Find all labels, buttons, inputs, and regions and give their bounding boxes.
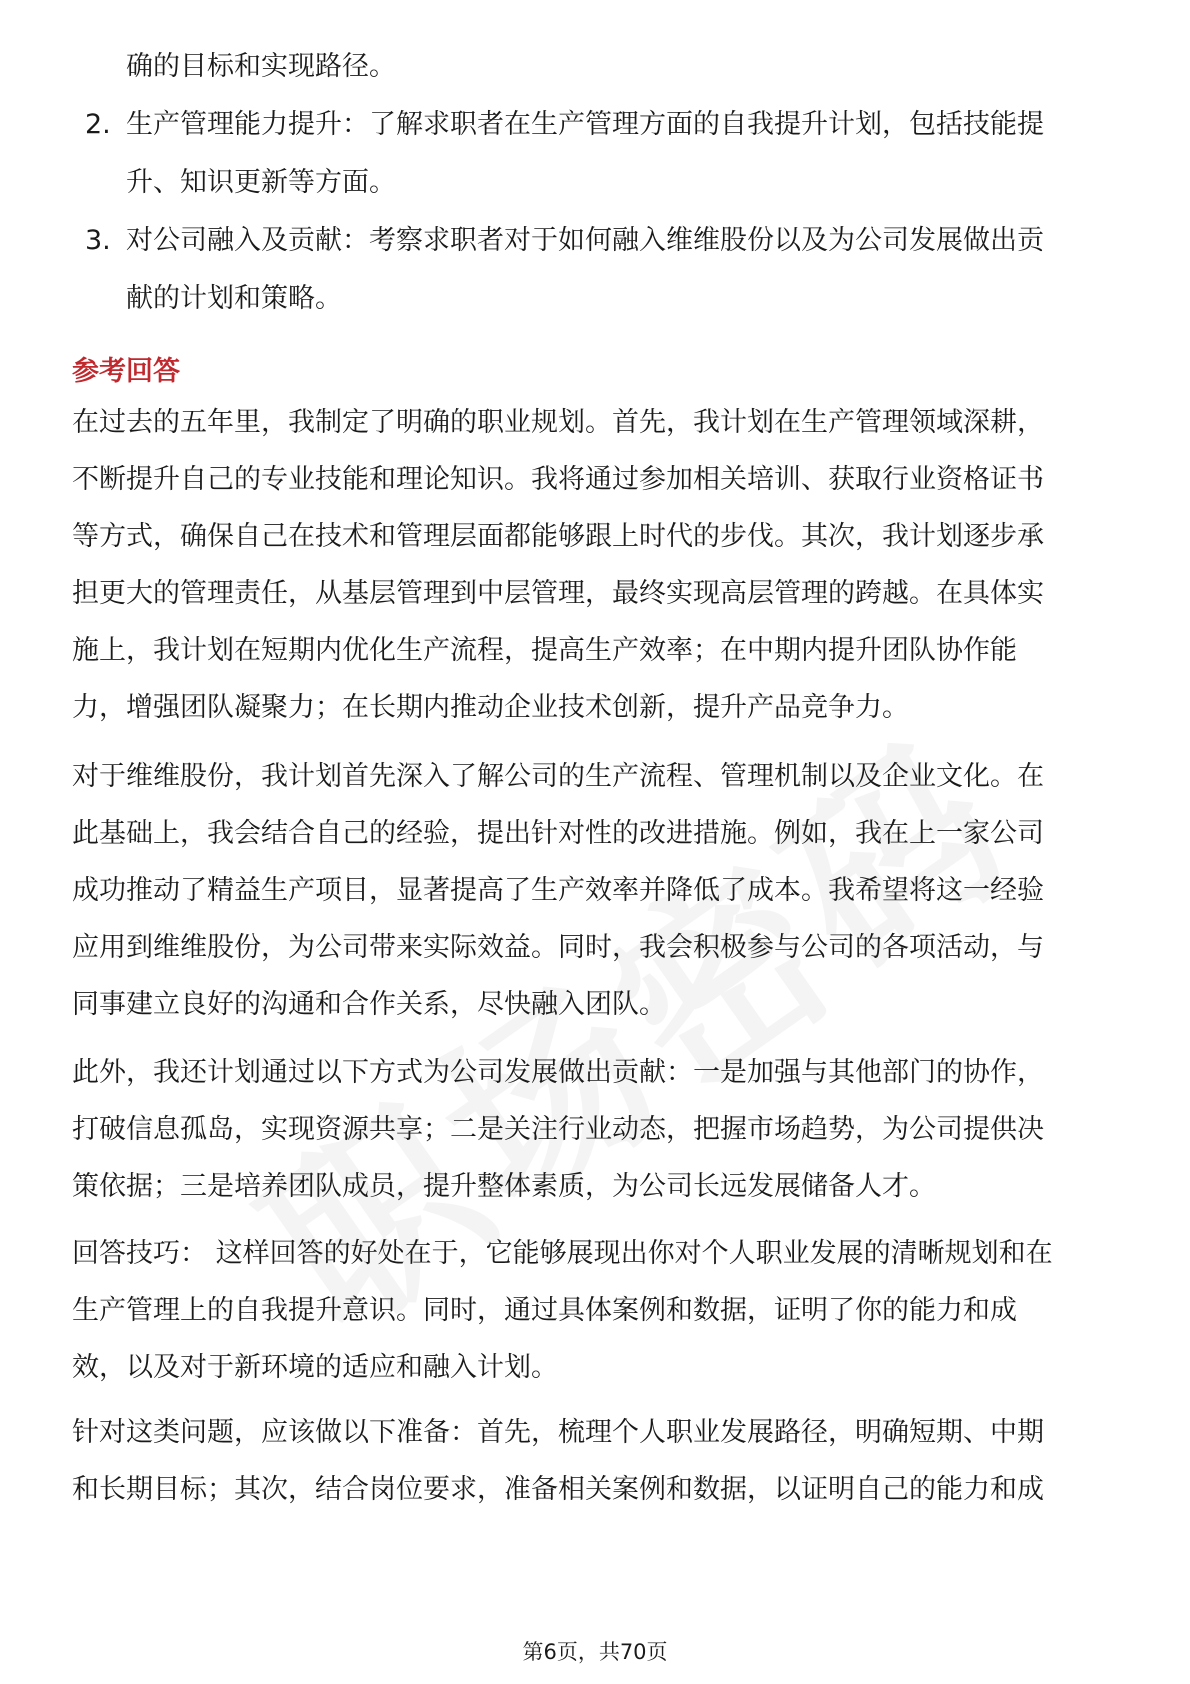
paragraph-line: 回答技巧： 这样回答的好处在于，它能够展现出你对个人职业发展的清晰规划和在: [72, 1238, 1053, 1269]
paragraph-line: 打破信息孤岛，实现资源共享；二是关注行业动态，把握市场趋势，为公司提供决: [72, 1114, 1044, 1145]
list-text: 献的计划和策略。: [126, 283, 342, 314]
paragraph-line: 应用到维维股份，为公司带来实际效益。同时，我会积极参与公司的各项活动，与: [72, 932, 1044, 963]
paragraph: [72, 1044, 1122, 1215]
list-item: [0, 212, 1190, 328]
list-number: 2.: [85, 109, 111, 140]
list-item: [0, 38, 1190, 96]
paragraph: [72, 1404, 1122, 1518]
criteria-list: [0, 38, 1190, 328]
paragraph: [72, 394, 1122, 736]
paragraph-line: 在过去的五年里，我制定了明确的职业规划。首先，我计划在生产管理领域深耕，: [72, 407, 1044, 438]
paragraph-line: 施上，我计划在短期内优化生产流程，提高生产效率；在中期内提升团队协作能: [72, 635, 1017, 666]
list-item: [0, 96, 1190, 212]
list-text: 确的目标和实现路径。: [126, 51, 396, 82]
paragraph-line: 此外，我还计划通过以下方式为公司发展做出贡献：一是加强与其他部门的协作，: [72, 1057, 1044, 1088]
paragraph-line: 力，增强团队凝聚力；在长期内推动企业技术创新，提升产品竞争力。: [72, 692, 909, 723]
list-line: [0, 38, 1190, 96]
paragraph-line: 对于维维股份，我计划首先深入了解公司的生产流程、管理机制以及企业文化。在: [72, 761, 1044, 792]
paragraph: [72, 748, 1122, 1033]
paragraph-line: 等方式，确保自己在技术和管理层面都能够跟上时代的步伐。其次，我计划逐步承: [72, 521, 1044, 552]
paragraph-line: 同事建立良好的沟通和合作关系，尽快融入团队。: [72, 989, 666, 1020]
page-footer: 第6页，共70页: [522, 1640, 668, 1664]
paragraph-line: 担更大的管理责任，从基层管理到中层管理，最终实现高层管理的跨越。在具体实: [72, 578, 1044, 609]
paragraph-line: 和长期目标；其次，结合岗位要求，准备相关案例和数据，以证明自己的能力和成: [72, 1474, 1044, 1505]
paragraph-line: 成功推动了精益生产项目，显著提高了生产效率并降低了成本。我希望将这一经验: [72, 875, 1044, 906]
list-line: [0, 212, 1190, 270]
paragraph-line: 效，以及对于新环境的适应和融入计划。: [72, 1352, 558, 1383]
list-number: 3.: [85, 225, 111, 256]
section-heading: 参考回答: [72, 356, 180, 387]
paragraph-line: 生产管理上的自我提升意识。同时，通过具体案例和数据，证明了你的能力和成: [72, 1295, 1017, 1326]
paragraph-line: 策依据；三是培养团队成员，提升整体素质，为公司长远发展储备人才。: [72, 1171, 936, 1202]
tips-paragraph: [72, 1225, 1122, 1396]
list-text: 对公司融入及贡献：考察求职者对于如何融入维维股份以及为公司发展做出贡: [126, 225, 1044, 256]
list-line: [0, 154, 1190, 212]
list-line: [0, 270, 1190, 328]
paragraph-line: 针对这类问题，应该做以下准备：首先，梳理个人职业发展路径，明确短期、中期: [72, 1417, 1044, 1448]
list-text: 升、知识更新等方面。: [126, 167, 396, 198]
paragraph-line: 不断提升自己的专业技能和理论知识。我将通过参加相关培训、获取行业资格证书: [72, 464, 1044, 495]
list-text: 生产管理能力提升：了解求职者在生产管理方面的自我提升计划，包括技能提: [126, 109, 1044, 140]
list-line: [0, 96, 1190, 154]
paragraph-line: 此基础上，我会结合自己的经验，提出针对性的改进措施。例如，我在上一家公司: [72, 818, 1044, 849]
